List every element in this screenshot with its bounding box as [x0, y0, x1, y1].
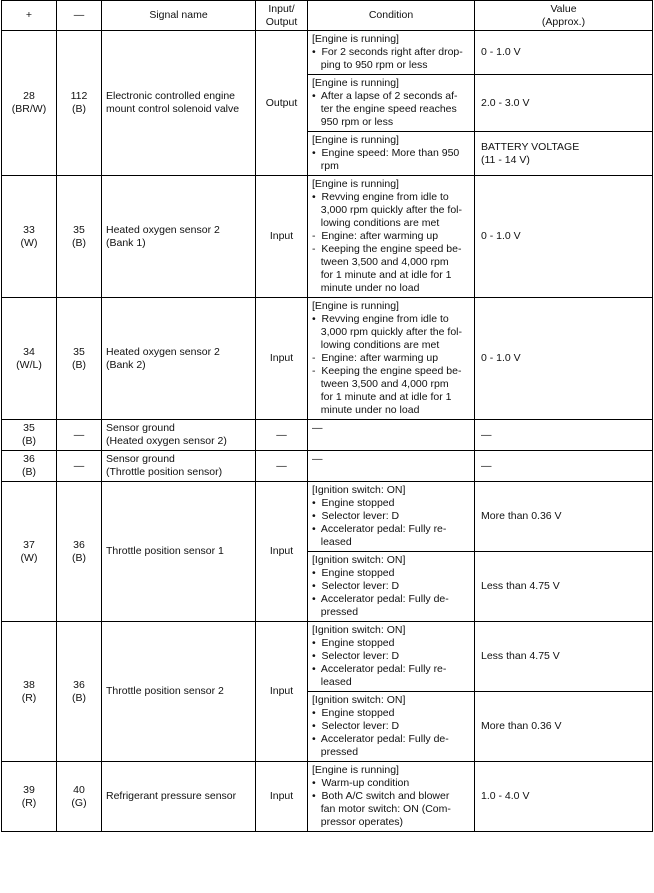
signal-name-cell: Sensor ground (Throttle position sensor)	[102, 451, 256, 482]
terminal-plus-cell: 34 (W/L)	[2, 298, 57, 420]
table-row	[2, 622, 653, 692]
terminal-signal-table	[1, 0, 653, 832]
table-row	[2, 762, 653, 832]
condition-cell: [Engine is running] • For 2 seconds right after drop- ping to 950 rpm or less	[308, 31, 475, 75]
input-output-cell: —	[256, 451, 308, 482]
condition-cell: [Engine is running] • After a lapse of 2 seconds af- ter the engine speed reaches 950 rpm or less	[308, 75, 475, 132]
value-cell: More than 0.36 V	[475, 692, 653, 762]
condition-cell: [Ignition switch: ON] • Engine stopped • Selector lever: D • Accelerator pedal: Fully de- pressed	[308, 552, 475, 622]
value-cell: 0 - 1.0 V	[475, 176, 653, 298]
table-row	[2, 482, 653, 552]
input-output-cell: Output	[256, 31, 308, 176]
table-row	[2, 451, 653, 482]
table-row	[2, 176, 653, 298]
value-cell: —	[475, 420, 653, 451]
condition-cell: [Engine is running] • Engine speed: More than 950 rpm	[308, 132, 475, 176]
header-minus: —	[57, 1, 102, 31]
signal-name-cell: Heated oxygen sensor 2 (Bank 1)	[102, 176, 256, 298]
terminal-minus-cell: 36 (B)	[57, 482, 102, 622]
input-output-cell: Input	[256, 298, 308, 420]
condition-cell: —	[308, 451, 475, 482]
header-input-output: Input/ Output	[256, 1, 308, 31]
table-row	[2, 420, 653, 451]
terminal-minus-cell: 40 (G)	[57, 762, 102, 832]
input-output-cell: Input	[256, 176, 308, 298]
terminal-minus-cell: 35 (B)	[57, 298, 102, 420]
signal-name-cell: Electronic controlled engine mount control solenoid valve	[102, 31, 256, 176]
terminal-plus-cell: 38 (R)	[2, 622, 57, 762]
terminal-minus-cell: —	[57, 420, 102, 451]
condition-cell: —	[308, 420, 475, 451]
table-row	[2, 31, 653, 75]
condition-cell: [Ignition switch: ON] • Engine stopped • Selector lever: D • Accelerator pedal: Fully re- leased	[308, 622, 475, 692]
table-body	[2, 31, 653, 832]
condition-cell: [Engine is running] • Revving engine from idle to 3,000 rpm quickly after the fol- lowing conditions are met - Engine: after warming up - Keeping the engine speed be- tween 3,500 and 4,000 rpm for 1 minute and at idle for 1 minute under no load	[308, 298, 475, 420]
input-output-cell: Input	[256, 482, 308, 622]
header-condition: Condition	[308, 1, 475, 31]
input-output-cell: Input	[256, 622, 308, 762]
signal-name-cell: Throttle position sensor 2	[102, 622, 256, 762]
terminal-plus-cell: 39 (R)	[2, 762, 57, 832]
input-output-cell: Input	[256, 762, 308, 832]
terminal-plus-cell: 36 (B)	[2, 451, 57, 482]
value-cell: 0 - 1.0 V	[475, 31, 653, 75]
condition-cell: [Ignition switch: ON] • Engine stopped • Selector lever: D • Accelerator pedal: Fully re- leased	[308, 482, 475, 552]
signal-name-cell: Heated oxygen sensor 2 (Bank 2)	[102, 298, 256, 420]
value-cell: 2.0 - 3.0 V	[475, 75, 653, 132]
value-cell: More than 0.36 V	[475, 482, 653, 552]
signal-name-cell: Throttle position sensor 1	[102, 482, 256, 622]
condition-cell: [Ignition switch: ON] • Engine stopped • Selector lever: D • Accelerator pedal: Fully de- pressed	[308, 692, 475, 762]
terminal-minus-cell: 112 (B)	[57, 31, 102, 176]
value-cell: —	[475, 451, 653, 482]
value-cell: 0 - 1.0 V	[475, 298, 653, 420]
value-cell: BATTERY VOLTAGE (11 - 14 V)	[475, 132, 653, 176]
value-cell: Less than 4.75 V	[475, 622, 653, 692]
header-plus: +	[2, 1, 57, 31]
input-output-cell: —	[256, 420, 308, 451]
header-value: Value (Approx.)	[475, 1, 653, 31]
header-signal-name: Signal name	[102, 1, 256, 31]
condition-cell: [Engine is running] • Revving engine from idle to 3,000 rpm quickly after the fol- lowing conditions are met - Engine: after warming up - Keeping the engine speed be- tween 3,500 and 4,000 rpm for 1 minute and at idle for 1 minute under no load	[308, 176, 475, 298]
terminal-minus-cell: 36 (B)	[57, 622, 102, 762]
value-cell: Less than 4.75 V	[475, 552, 653, 622]
signal-name-cell: Sensor ground (Heated oxygen sensor 2)	[102, 420, 256, 451]
terminal-minus-cell: —	[57, 451, 102, 482]
value-cell: 1.0 - 4.0 V	[475, 762, 653, 832]
terminal-plus-cell: 33 (W)	[2, 176, 57, 298]
signal-name-cell: Refrigerant pressure sensor	[102, 762, 256, 832]
table-row	[2, 298, 653, 420]
header-row	[2, 1, 653, 31]
condition-cell: [Engine is running] • Warm-up condition • Both A/C switch and blower fan motor switch: ON (Com- pressor operates)	[308, 762, 475, 832]
terminal-minus-cell: 35 (B)	[57, 176, 102, 298]
terminal-plus-cell: 28 (BR/W)	[2, 31, 57, 176]
terminal-plus-cell: 37 (W)	[2, 482, 57, 622]
terminal-plus-cell: 35 (B)	[2, 420, 57, 451]
